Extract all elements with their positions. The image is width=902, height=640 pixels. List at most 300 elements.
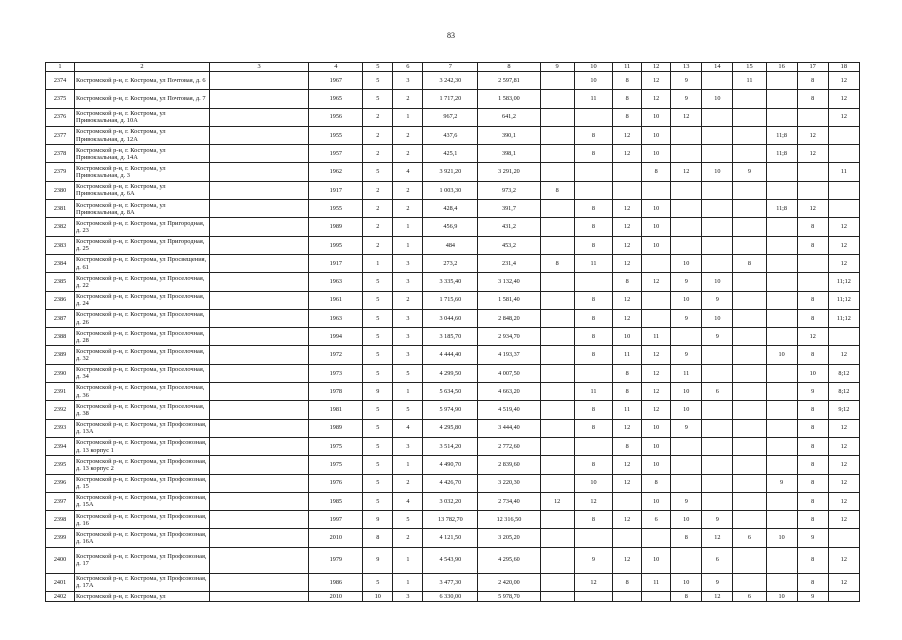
table-cell: 12: [613, 254, 642, 272]
table-cell: 10: [766, 346, 797, 364]
row-number-cell: 2381: [46, 200, 75, 218]
table-cell: 2: [363, 218, 393, 236]
table-cell: 8: [613, 273, 642, 291]
address-cell: Костромской р-н, г. Кострома, ул Привокзальная, д. 3: [75, 163, 210, 181]
table-cell: 11: [828, 163, 859, 181]
table-cell: [613, 529, 642, 547]
table-row: [46, 200, 860, 218]
table-cell: 12: [828, 419, 859, 437]
table-cell: 11;12: [828, 291, 859, 309]
table-cell: 2: [393, 145, 423, 163]
table-cell: [702, 126, 733, 144]
table-cell: [733, 291, 766, 309]
table-cell: [540, 145, 574, 163]
table-cell: 1965: [309, 90, 363, 108]
table-cell: 391,7: [478, 200, 540, 218]
table-cell: 12: [613, 456, 642, 474]
row-number-cell: 2394: [46, 437, 75, 455]
table-cell: 12: [613, 218, 642, 236]
table-cell: [540, 126, 574, 144]
table-cell: 1917: [309, 181, 363, 199]
column-header: 5: [363, 63, 393, 72]
row-number-cell: 2398: [46, 511, 75, 529]
table-cell: [766, 364, 797, 382]
row-number-cell: 2376: [46, 108, 75, 126]
table-cell: 231,4: [478, 254, 540, 272]
table-cell: 9: [363, 511, 393, 529]
table-cell: 398,1: [478, 145, 540, 163]
table-cell: 10: [702, 163, 733, 181]
table-cell: [209, 547, 309, 573]
row-number-cell: 2395: [46, 456, 75, 474]
table-row: [46, 273, 860, 291]
table-row: [46, 145, 860, 163]
table-cell: 1956: [309, 108, 363, 126]
table-cell: 456,9: [423, 218, 478, 236]
table-cell: 484: [423, 236, 478, 254]
table-cell: [209, 163, 309, 181]
table-cell: 8: [797, 346, 828, 364]
table-cell: 12 316,50: [478, 511, 540, 529]
table-cell: 8: [797, 72, 828, 90]
table-cell: 3: [393, 346, 423, 364]
table-cell: 12: [540, 492, 574, 510]
table-cell: 10: [642, 200, 671, 218]
table-cell: [702, 419, 733, 437]
address-cell: Костромской р-н, г. Кострома, ул: [75, 592, 210, 602]
table-cell: [613, 492, 642, 510]
table-cell: [828, 145, 859, 163]
table-cell: [540, 236, 574, 254]
table-cell: 10: [642, 547, 671, 573]
table-cell: 8: [613, 108, 642, 126]
table-cell: 1 717,20: [423, 90, 478, 108]
table-cell: [702, 401, 733, 419]
table-cell: 3: [393, 328, 423, 346]
table-cell: 12: [642, 273, 671, 291]
table-cell: 4 295,80: [423, 419, 478, 437]
table-cell: 12: [828, 474, 859, 492]
table-cell: [733, 437, 766, 455]
table-row: [46, 90, 860, 108]
table-cell: [766, 437, 797, 455]
table-cell: [209, 437, 309, 455]
table-cell: 5: [363, 364, 393, 382]
row-number-cell: 2388: [46, 328, 75, 346]
table-cell: [766, 492, 797, 510]
table-cell: 437,6: [423, 126, 478, 144]
table-cell: [671, 456, 702, 474]
table-cell: [540, 346, 574, 364]
table-cell: [766, 309, 797, 327]
table-cell: [733, 547, 766, 573]
table-cell: [766, 273, 797, 291]
table-cell: [766, 328, 797, 346]
table-cell: 11: [642, 573, 671, 591]
table-cell: [797, 254, 828, 272]
table-cell: 1976: [309, 474, 363, 492]
table-cell: 6: [702, 383, 733, 401]
table-cell: 12: [613, 511, 642, 529]
table-cell: 1: [393, 108, 423, 126]
table-cell: 10: [766, 529, 797, 547]
address-cell: Костромской р-н, г. Кострома, ул Профсоюзная, д. 16А: [75, 529, 210, 547]
table-cell: 8: [797, 474, 828, 492]
table-cell: [733, 218, 766, 236]
table-cell: [540, 529, 574, 547]
address-cell: Костромской р-н, г. Кострома, ул Проселочная, д. 34: [75, 364, 210, 382]
table-cell: [209, 401, 309, 419]
table-row: [46, 529, 860, 547]
table-cell: [540, 364, 574, 382]
table-cell: 4: [393, 163, 423, 181]
table-cell: [209, 273, 309, 291]
table-cell: 2: [363, 181, 393, 199]
table-row: [46, 573, 860, 591]
table-cell: 4 426,70: [423, 474, 478, 492]
table-row: [46, 437, 860, 455]
address-cell: Костромской р-н, г. Кострома, ул Профсоюзная, д. 13А: [75, 419, 210, 437]
table-cell: 1967: [309, 72, 363, 90]
column-header: 3: [209, 63, 309, 72]
table-cell: [540, 474, 574, 492]
table-cell: 2: [363, 200, 393, 218]
table-cell: 428,4: [423, 200, 478, 218]
address-cell: Костромской р-н, г. Кострома, ул Профсоюзная, д. 17: [75, 547, 210, 573]
table-cell: 4 663,20: [478, 383, 540, 401]
table-cell: 8: [642, 163, 671, 181]
table-cell: 4 490,70: [423, 456, 478, 474]
table-cell: 1 581,40: [478, 291, 540, 309]
table-cell: [540, 511, 574, 529]
table-cell: 12: [642, 383, 671, 401]
table-cell: 1: [393, 573, 423, 591]
table-cell: 4 295,60: [478, 547, 540, 573]
table-cell: [733, 181, 766, 199]
table-cell: 12: [828, 547, 859, 573]
table-cell: [702, 474, 733, 492]
table-cell: 2: [393, 474, 423, 492]
address-cell: Костромской р-н, г. Кострома, ул Пригородная, д. 23: [75, 218, 210, 236]
table-cell: 3 335,40: [423, 273, 478, 291]
column-header: 14: [702, 63, 733, 72]
table-cell: [209, 72, 309, 90]
table-cell: [828, 200, 859, 218]
table-cell: 12: [574, 492, 612, 510]
table-cell: 10: [642, 437, 671, 455]
table-cell: [209, 218, 309, 236]
table-cell: [702, 108, 733, 126]
table-cell: 5 974,90: [423, 401, 478, 419]
table-cell: [702, 145, 733, 163]
table-cell: 1972: [309, 346, 363, 364]
table-cell: 13 782,70: [423, 511, 478, 529]
table-body: [46, 72, 860, 602]
table-cell: 12: [613, 200, 642, 218]
address-cell: Костромской р-н, г. Кострома, ул Пригородная, д. 25: [75, 236, 210, 254]
table-cell: 8: [574, 145, 612, 163]
table-cell: 4 299,50: [423, 364, 478, 382]
column-header: 4: [309, 63, 363, 72]
table-cell: 2 848,20: [478, 309, 540, 327]
table-cell: [574, 181, 612, 199]
table-cell: 11: [574, 383, 612, 401]
table-cell: [702, 254, 733, 272]
table-cell: 10: [642, 419, 671, 437]
row-number-cell: 2392: [46, 401, 75, 419]
table-cell: 10: [766, 592, 797, 602]
table-cell: 12: [642, 72, 671, 90]
table-cell: [209, 511, 309, 529]
table-cell: 390,1: [478, 126, 540, 144]
row-number-cell: 2382: [46, 218, 75, 236]
table-cell: [209, 236, 309, 254]
table-cell: 12: [828, 218, 859, 236]
address-cell: Костромской р-н, г. Кострома, ул Профсоюзная, д. 15: [75, 474, 210, 492]
row-number-cell: 2393: [46, 419, 75, 437]
table-cell: 9: [363, 383, 393, 401]
table-cell: 973,2: [478, 181, 540, 199]
table-cell: 3 291,20: [478, 163, 540, 181]
address-cell: Костромской р-н, г. Кострома, ул Просвещения, д. 61: [75, 254, 210, 272]
table-cell: [702, 218, 733, 236]
table-cell: [540, 200, 574, 218]
table-cell: [209, 592, 309, 602]
table-cell: [613, 163, 642, 181]
table-cell: [733, 383, 766, 401]
table-cell: 3: [393, 437, 423, 455]
table-cell: 5: [393, 364, 423, 382]
table-cell: 1963: [309, 273, 363, 291]
table-cell: 9: [671, 273, 702, 291]
table-cell: 11;12: [828, 309, 859, 327]
table-cell: [540, 218, 574, 236]
table-cell: [209, 254, 309, 272]
table-cell: 11: [642, 328, 671, 346]
table-cell: 1985: [309, 492, 363, 510]
table-cell: 12: [797, 200, 828, 218]
address-cell: Костромской р-н, г. Кострома, ул Проселочная, д. 26: [75, 309, 210, 327]
table-cell: [702, 72, 733, 90]
table-cell: [671, 200, 702, 218]
table-row: [46, 456, 860, 474]
table-cell: 453,2: [478, 236, 540, 254]
table-cell: 3 205,20: [478, 529, 540, 547]
table-cell: [642, 254, 671, 272]
table-cell: 5: [363, 437, 393, 455]
table-cell: 5: [393, 401, 423, 419]
table-cell: 1975: [309, 437, 363, 455]
table-cell: [540, 547, 574, 573]
table-cell: [540, 592, 574, 602]
table-cell: [540, 328, 574, 346]
table-row: [46, 163, 860, 181]
table-cell: [671, 181, 702, 199]
address-cell: Костромской р-н, г. Кострома, ул Профсоюзная, д. 16: [75, 511, 210, 529]
table-cell: 10: [671, 254, 702, 272]
table-cell: [671, 328, 702, 346]
row-number-cell: 2378: [46, 145, 75, 163]
table-row: [46, 511, 860, 529]
table-cell: 4 519,40: [478, 401, 540, 419]
table-cell: 11;8: [766, 126, 797, 144]
table-cell: 9: [574, 547, 612, 573]
table-cell: 8: [613, 364, 642, 382]
table-cell: 10: [642, 108, 671, 126]
address-cell: Костромской р-н, г. Кострома, ул Почтовая, д. 7: [75, 90, 210, 108]
table-cell: 8: [574, 126, 612, 144]
row-number-cell: 2374: [46, 72, 75, 90]
table-cell: 12: [613, 236, 642, 254]
table-cell: [540, 72, 574, 90]
table-cell: [766, 163, 797, 181]
table-cell: 12: [613, 145, 642, 163]
table-cell: 3: [393, 592, 423, 602]
row-number-cell: 2396: [46, 474, 75, 492]
table-cell: 10: [671, 291, 702, 309]
table-cell: 5: [363, 456, 393, 474]
table-cell: [209, 328, 309, 346]
table-cell: 8: [613, 72, 642, 90]
table-cell: [209, 309, 309, 327]
column-header: 2: [75, 63, 210, 72]
table-cell: [766, 236, 797, 254]
table-cell: [209, 492, 309, 510]
table-cell: [702, 236, 733, 254]
table-cell: 5 978,70: [478, 592, 540, 602]
table-cell: 8: [574, 511, 612, 529]
table-cell: 8: [797, 90, 828, 108]
table-cell: 12: [828, 511, 859, 529]
table-cell: 12: [797, 328, 828, 346]
table-cell: 12: [702, 592, 733, 602]
table-cell: 8: [574, 419, 612, 437]
table-cell: 3 477,30: [423, 573, 478, 591]
table-cell: 2010: [309, 529, 363, 547]
table-cell: 8: [574, 218, 612, 236]
table-row: [46, 181, 860, 199]
table-cell: [540, 419, 574, 437]
table-cell: 6: [702, 547, 733, 573]
table-cell: [613, 181, 642, 199]
table-cell: [702, 437, 733, 455]
table-cell: 8: [574, 309, 612, 327]
table-cell: 9: [671, 419, 702, 437]
table-cell: 8: [797, 419, 828, 437]
table-cell: 12: [828, 254, 859, 272]
address-cell: Костромской р-н, г. Кострома, ул Профсоюзная, д. 13 корпус 2: [75, 456, 210, 474]
table-cell: 3 242,30: [423, 72, 478, 90]
table-cell: 12: [642, 90, 671, 108]
table-cell: 967,2: [423, 108, 478, 126]
table-cell: 273,2: [423, 254, 478, 272]
table-cell: 2 420,00: [478, 573, 540, 591]
table-cell: 12: [828, 456, 859, 474]
table-cell: 3 220,30: [478, 474, 540, 492]
table-cell: 4 543,90: [423, 547, 478, 573]
table-cell: [540, 291, 574, 309]
table-row: [46, 236, 860, 254]
table-cell: 9: [702, 573, 733, 591]
table-cell: [540, 108, 574, 126]
address-cell: Костромской р-н, г. Кострома, ул Проселочная, д. 38: [75, 401, 210, 419]
table-cell: 1961: [309, 291, 363, 309]
table-cell: 1: [393, 218, 423, 236]
table-cell: [540, 456, 574, 474]
table-cell: 10: [671, 401, 702, 419]
table-cell: [671, 474, 702, 492]
row-number-cell: 2387: [46, 309, 75, 327]
table-cell: 9: [671, 72, 702, 90]
table-row: [46, 346, 860, 364]
row-number-cell: 2401: [46, 573, 75, 591]
column-header: 15: [733, 63, 766, 72]
table-cell: [766, 90, 797, 108]
address-cell: Костромской р-н, г. Кострома, ул Привокзальная, д. 14А: [75, 145, 210, 163]
table-cell: 3 514,20: [423, 437, 478, 455]
table-cell: 8: [574, 200, 612, 218]
row-number-cell: 2380: [46, 181, 75, 199]
table-cell: 5: [363, 72, 393, 90]
table-cell: 8: [613, 437, 642, 455]
table-cell: 8: [797, 547, 828, 573]
page-number: 83: [447, 31, 455, 40]
table-cell: 10: [702, 90, 733, 108]
address-cell: Костромской р-н, г. Кострома, ул Привокзальная, д. 8А: [75, 200, 210, 218]
table-cell: [733, 573, 766, 591]
row-number-cell: 2377: [46, 126, 75, 144]
row-number-cell: 2391: [46, 383, 75, 401]
table-cell: [766, 218, 797, 236]
table-cell: [766, 419, 797, 437]
table-cell: 9: [702, 511, 733, 529]
table-cell: [540, 90, 574, 108]
table-cell: [642, 529, 671, 547]
table-cell: 8: [642, 474, 671, 492]
table-cell: [540, 573, 574, 591]
table-cell: 5: [363, 163, 393, 181]
table-cell: [828, 529, 859, 547]
table-cell: [574, 108, 612, 126]
table-row: [46, 108, 860, 126]
table-cell: 5: [363, 492, 393, 510]
row-number-cell: 2385: [46, 273, 75, 291]
table-cell: 2: [393, 90, 423, 108]
address-cell: Костромской р-н, г. Кострома, ул Почтовая, д. 6: [75, 72, 210, 90]
table-cell: 2 839,60: [478, 456, 540, 474]
table-cell: 1 583,00: [478, 90, 540, 108]
table-cell: 8: [671, 592, 702, 602]
table-cell: [209, 383, 309, 401]
table-row: [46, 364, 860, 382]
table-cell: [733, 273, 766, 291]
table-cell: 12: [613, 309, 642, 327]
table-cell: 11: [574, 254, 612, 272]
table-cell: 10: [797, 364, 828, 382]
table-cell: [733, 328, 766, 346]
table-cell: 5: [363, 346, 393, 364]
row-number-cell: 2384: [46, 254, 75, 272]
table-cell: [540, 383, 574, 401]
table-cell: [574, 163, 612, 181]
address-cell: Костромской р-н, г. Кострома, ул Привокзальная, д. 6А: [75, 181, 210, 199]
table-cell: 1997: [309, 511, 363, 529]
table-cell: 12: [574, 573, 612, 591]
table-cell: 8: [540, 254, 574, 272]
row-number-cell: 2399: [46, 529, 75, 547]
table-cell: [766, 547, 797, 573]
table-cell: 11: [613, 346, 642, 364]
